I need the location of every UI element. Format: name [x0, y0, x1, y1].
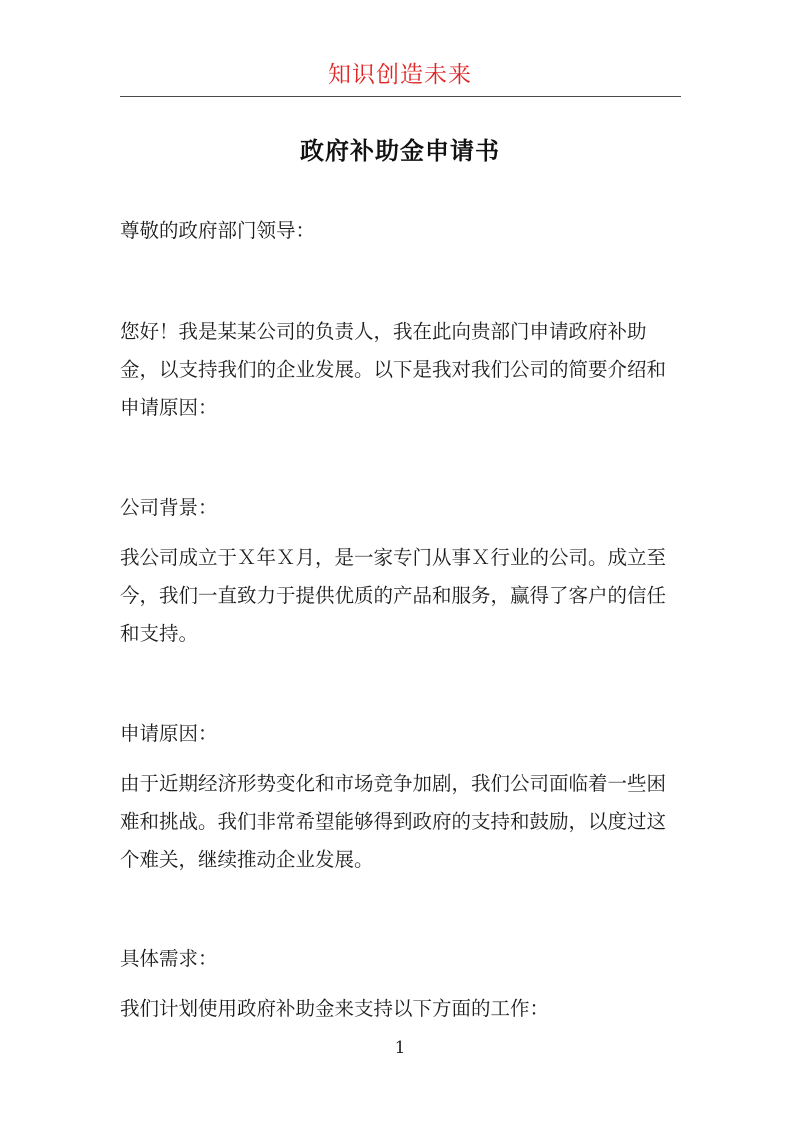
- header-divider: [120, 96, 681, 97]
- background-heading: 公司背景：: [120, 496, 218, 519]
- needs-heading: 具体需求：: [120, 947, 218, 970]
- background-paragraph: 我公司成立于Ｘ年Ｘ月，是一家专门从事Ｘ行业的公司。成立至今，我们一直致力于提供优质的产品和服务，赢得了客户的信任和支持。: [120, 546, 667, 645]
- page-number: 1: [394, 1038, 406, 1058]
- needs-paragraph: 我们计划使用政府补助金来支持以下方面的工作：: [120, 997, 550, 1020]
- document-title: 政府补助金申请书: [300, 137, 500, 165]
- salutation: 尊敬的政府部门领导：: [120, 219, 316, 242]
- reason-heading: 申请原因：: [120, 722, 218, 745]
- intro-paragraph: 您好！我是某某公司的负责人，我在此向贵部门申请政府补助金，以支持我们的企业发展。以下是我对我们公司的简要介绍和申请原因：: [120, 320, 667, 419]
- reason-paragraph: 由于近期经济形势变化和市场竞争加剧，我们公司面临着一些困难和挑战。我们非常希望能够得到政府的支持和鼓励，以度过这个难关，继续推动企业发展。: [120, 772, 667, 871]
- header-brand-text: 知识创造未来: [328, 62, 472, 88]
